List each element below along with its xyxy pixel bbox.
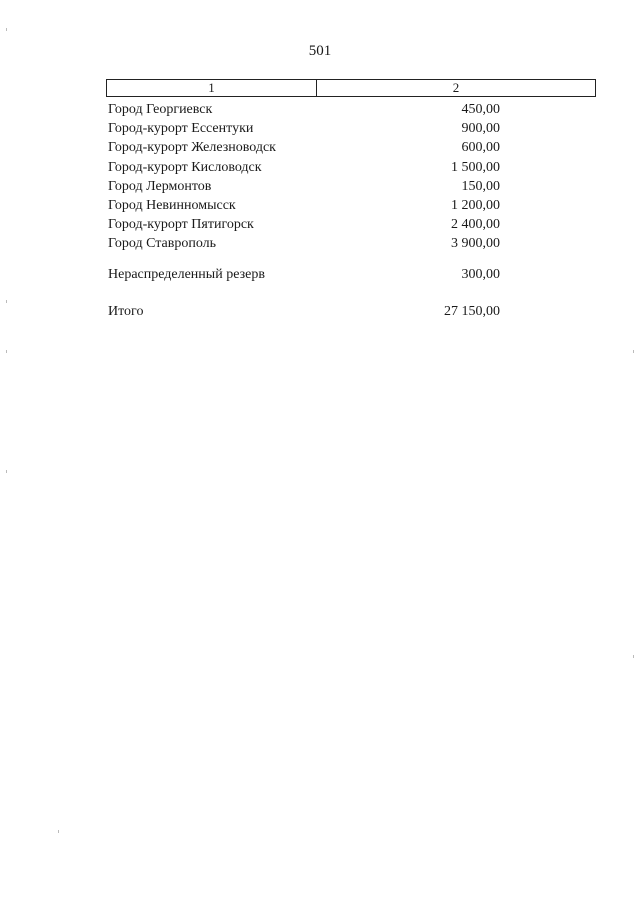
row-value: 1 200,00 xyxy=(451,197,500,213)
reserve-value: 300,00 xyxy=(461,267,500,282)
row-value: 450,00 xyxy=(461,102,500,117)
table-header xyxy=(106,79,596,97)
table-row xyxy=(108,196,500,215)
table-header-col-1: 1 xyxy=(107,80,317,96)
table-row xyxy=(108,234,500,253)
table-body xyxy=(108,100,500,254)
table-header-col-2: 2 xyxy=(452,80,460,95)
reserve-label: Нераспределенный резерв xyxy=(108,267,265,282)
row-value: 3 900,00 xyxy=(451,236,500,252)
scan-artifact xyxy=(6,28,7,31)
scan-artifact xyxy=(6,300,7,303)
row-name: Город Лермонтов xyxy=(108,178,212,194)
scan-artifact xyxy=(633,655,634,658)
scan-artifact xyxy=(6,470,7,473)
table-row xyxy=(108,100,500,119)
total-row xyxy=(108,302,500,321)
table-row xyxy=(108,138,500,157)
row-value: 600,00 xyxy=(461,140,500,156)
table-row xyxy=(108,215,500,234)
total-value: 27 150,00 xyxy=(444,304,500,319)
row-name: Город Ставрополь xyxy=(108,236,217,252)
row-value: 1 500,00 xyxy=(451,159,500,175)
table-row xyxy=(108,158,500,177)
scan-artifact xyxy=(633,350,634,353)
row-name: Город-курорт Пятигорск xyxy=(108,217,254,233)
row-name: Город Невинномысск xyxy=(108,197,236,213)
table-row xyxy=(108,119,500,138)
row-name: Город Георгиевск xyxy=(108,102,213,117)
total-label: Итого xyxy=(108,304,144,319)
scan-artifact xyxy=(6,350,7,353)
reserve-row xyxy=(108,265,500,284)
scan-artifact xyxy=(58,830,59,833)
row-value: 900,00 xyxy=(461,121,500,137)
row-name: Город-курорт Железноводск xyxy=(108,140,276,156)
page-number: 501 xyxy=(308,43,332,59)
table-row xyxy=(108,177,500,196)
row-name: Город-курорт Ессентуки xyxy=(108,121,254,137)
row-name: Город-курорт Кисловодск xyxy=(108,159,262,175)
row-value: 2 400,00 xyxy=(451,217,500,233)
row-value: 150,00 xyxy=(461,178,500,194)
